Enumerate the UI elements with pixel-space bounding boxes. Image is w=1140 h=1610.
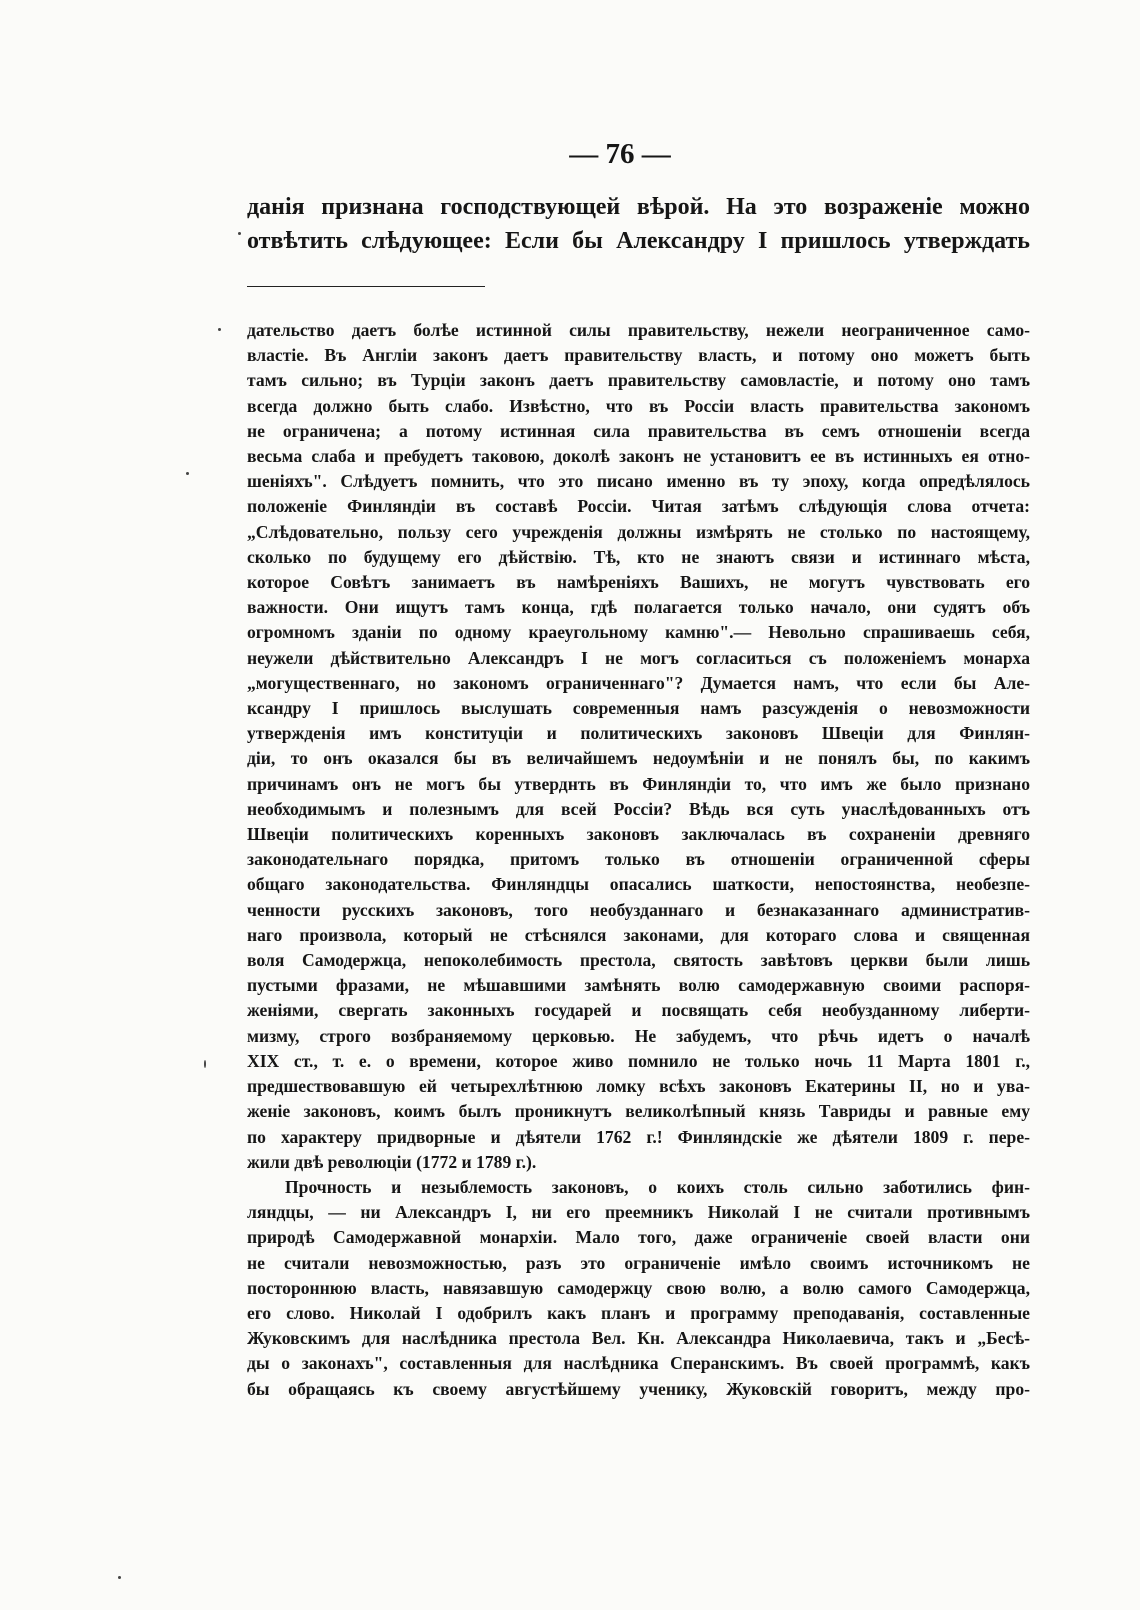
footnote-line: природѣ Самодержавной монархіи. Мало того, даже ограниченіе своей власти они	[247, 1227, 1030, 1248]
main-text-line: отвѣтить слѣдующее: Если бы Александру I пришлось утверждать	[247, 228, 1030, 254]
footnote-line: по характеру придворные и дѣятели 1762 г.! Финляндскіе же дѣятели 1809 г. пере-	[247, 1126, 1030, 1147]
footnote-line: жили двѣ революціи (1772 и 1789 г.).	[247, 1151, 537, 1172]
footnote-line: не ограничена; а потому истинная сила правительства въ семъ отношеніи всегда	[247, 420, 1030, 441]
footnote-line: бы обращаясь къ своему августѣйшему ученику, Жуковскій говоритъ, между про-	[247, 1378, 1030, 1399]
footnote-line: мизму, строго возбраняемому церковью. Не забудемъ, что рѣчь идетъ о началѣ	[247, 1025, 1030, 1046]
footnote-divider	[247, 286, 485, 287]
footnote-line: ды о законахъ", составленныя для наслѣдника Сперанскимъ. Въ своей программѣ, какъ	[247, 1353, 1030, 1374]
footnote-line: его слово. Николай I одобрилъ какъ планъ и программу преподаванія, составленные	[247, 1302, 1030, 1323]
scan-speck	[238, 232, 241, 235]
footnote-line: XIX ст., т. е. о времени, которое живо помнило не только ночь 11 Марта 1801 г.,	[247, 1050, 1030, 1071]
footnote-line: Прочность и незыблемость законовъ, о коихъ столь сильно заботились фин-	[285, 1176, 1030, 1197]
footnote-line: всегда должно быть слабо. Извѣстно, что въ Россіи власть правительства закономъ	[247, 395, 1030, 416]
footnote-line: утвержденія имъ конституціи и политическихъ законовъ Швеціи для Финлян-	[247, 723, 1030, 744]
footnote-line: причинамъ онъ не могъ бы утверднть въ Финляндіи то, что имъ же было признано	[247, 773, 1030, 794]
footnote-line: шеніяхъ". Слѣдуетъ помнить, что это писано именно въ ту эпоху, когда опредѣлялось	[247, 471, 1030, 492]
footnote-line: наго произвола, который не стѣснялся законами, для котораго слова и священная	[247, 924, 1030, 945]
footnote-line: ченности русскихъ законовъ, того необузданнаго и безнаказаннаго административ-	[247, 899, 1030, 920]
footnote-line: ляндцы, — ни Александръ I, ни его преемникъ Николай I не считали противнымъ	[247, 1202, 1030, 1223]
main-text-line: данія признана господствующей вѣрой. На это возраженіе можно	[247, 194, 1030, 220]
footnote-line: ксандру I пришлось выслушать современныя намъ разсужденія о невозможности	[247, 698, 1030, 719]
footnote-text	[247, 318, 1030, 1402]
scan-speck	[118, 1576, 121, 1579]
footnote-line: Жуковскимъ для наслѣдника престола Вел. Кн. Александра Николаевича, такъ и „Бесѣ-	[247, 1328, 1030, 1349]
footnote-line: Швеціи политическихъ коренныхъ законовъ заключалась въ сохраненіи древняго	[247, 824, 1030, 845]
footnote-line: весьма слаба и пребудетъ таковою, доколѣ законъ не установитъ ее въ истинныхъ ея отно-	[247, 446, 1030, 467]
footnote-line: тамъ сильно; въ Турціи законъ даетъ правительству самовластіе, и потому оно тамъ	[247, 370, 1030, 391]
footnote-line: общаго законодательства. Финляндцы опасались шаткости, непостоянства, необезпе-	[247, 874, 1030, 895]
footnote-line: властіе. Въ Англіи законъ даетъ правительству власть, и потому оно можетъ быть	[247, 345, 1030, 366]
footnote-line: пустыми фразами, не мѣшавшими замѣнять волю самодержавную своими распоря-	[247, 975, 1030, 996]
footnote-line: не считали невозможностью, разъ это ограниченіе имѣло своимъ источникомъ не	[247, 1252, 1030, 1273]
footnote-line: огромномъ зданіи по одному краеугольному камню".— Невольно спрашиваешь себя,	[247, 622, 1030, 643]
footnote-line: „Слѣдовательно, пользу сего учрежденія должны измѣрять не столько по настоящему,	[247, 521, 1030, 542]
footnote-line: діи, то онъ оказался бы въ величайшемъ недоумѣніи и не понялъ бы, по какимъ	[247, 748, 1030, 769]
footnote-line: неужели дѣйствительно Александръ I не могъ согласиться съ положеніемъ монарха	[247, 647, 1030, 668]
footnote-line: важности. Они ищутъ тамъ конца, гдѣ полагается только начало, они судятъ объ	[247, 597, 1030, 618]
footnote-line: женіями, свергать законныхъ государей и посвящать себя необузданному либерти-	[247, 1000, 1030, 1021]
footnote-line: законодательнаго порядка, притомъ только въ отношеніи ограниченной сферы	[247, 849, 1030, 870]
footnote-line: которое Совѣтъ занимаетъ въ намѣреніяхъ Вашихъ, не могутъ чувствовать его	[247, 572, 1030, 593]
main-text	[247, 190, 1030, 258]
page-number: — 76 —	[569, 138, 671, 170]
footnote-line: воля Самодержца, непоколебимость престола, святость завѣтовъ церкви были лишь	[247, 950, 1030, 971]
scan-speck	[186, 472, 189, 475]
scan-speck	[204, 1060, 206, 1068]
footnote-line: дательство даетъ болѣе истинной силы правительству, нежели неограниченное само-	[247, 320, 1030, 340]
footnote-line: „могущественнаго, но закономъ ограниченнаго"? Думается намъ, что если бы Але-	[247, 672, 1030, 693]
footnote-line: предшествовавшую ей четырехлѣтнюю ломку всѣхъ законовъ Екатерины II, но и ува-	[247, 1076, 1030, 1097]
footnote-line: сколько по будущему его дѣйствію. Тѣ, кто не знаютъ связи и истиннаго мѣста,	[247, 546, 1030, 567]
footnote-line: женіе законовъ, коимъ былъ проникнутъ великолѣпный князь Тавриды и равные ему	[247, 1101, 1030, 1122]
scan-speck	[218, 328, 221, 331]
footnote-line: постороннюю власть, навязавшую самодержцу свою волю, а волю самого Самодержца,	[247, 1277, 1030, 1298]
footnote-line: положеніе Финляндіи въ составѣ Россіи. Читая затѣмъ слѣдующія слова отчета:	[247, 496, 1030, 517]
footnote-line: необходимымъ и полезнымъ для всей Россіи? Вѣдь вся суть унаслѣдованныхъ отъ	[247, 798, 1030, 819]
